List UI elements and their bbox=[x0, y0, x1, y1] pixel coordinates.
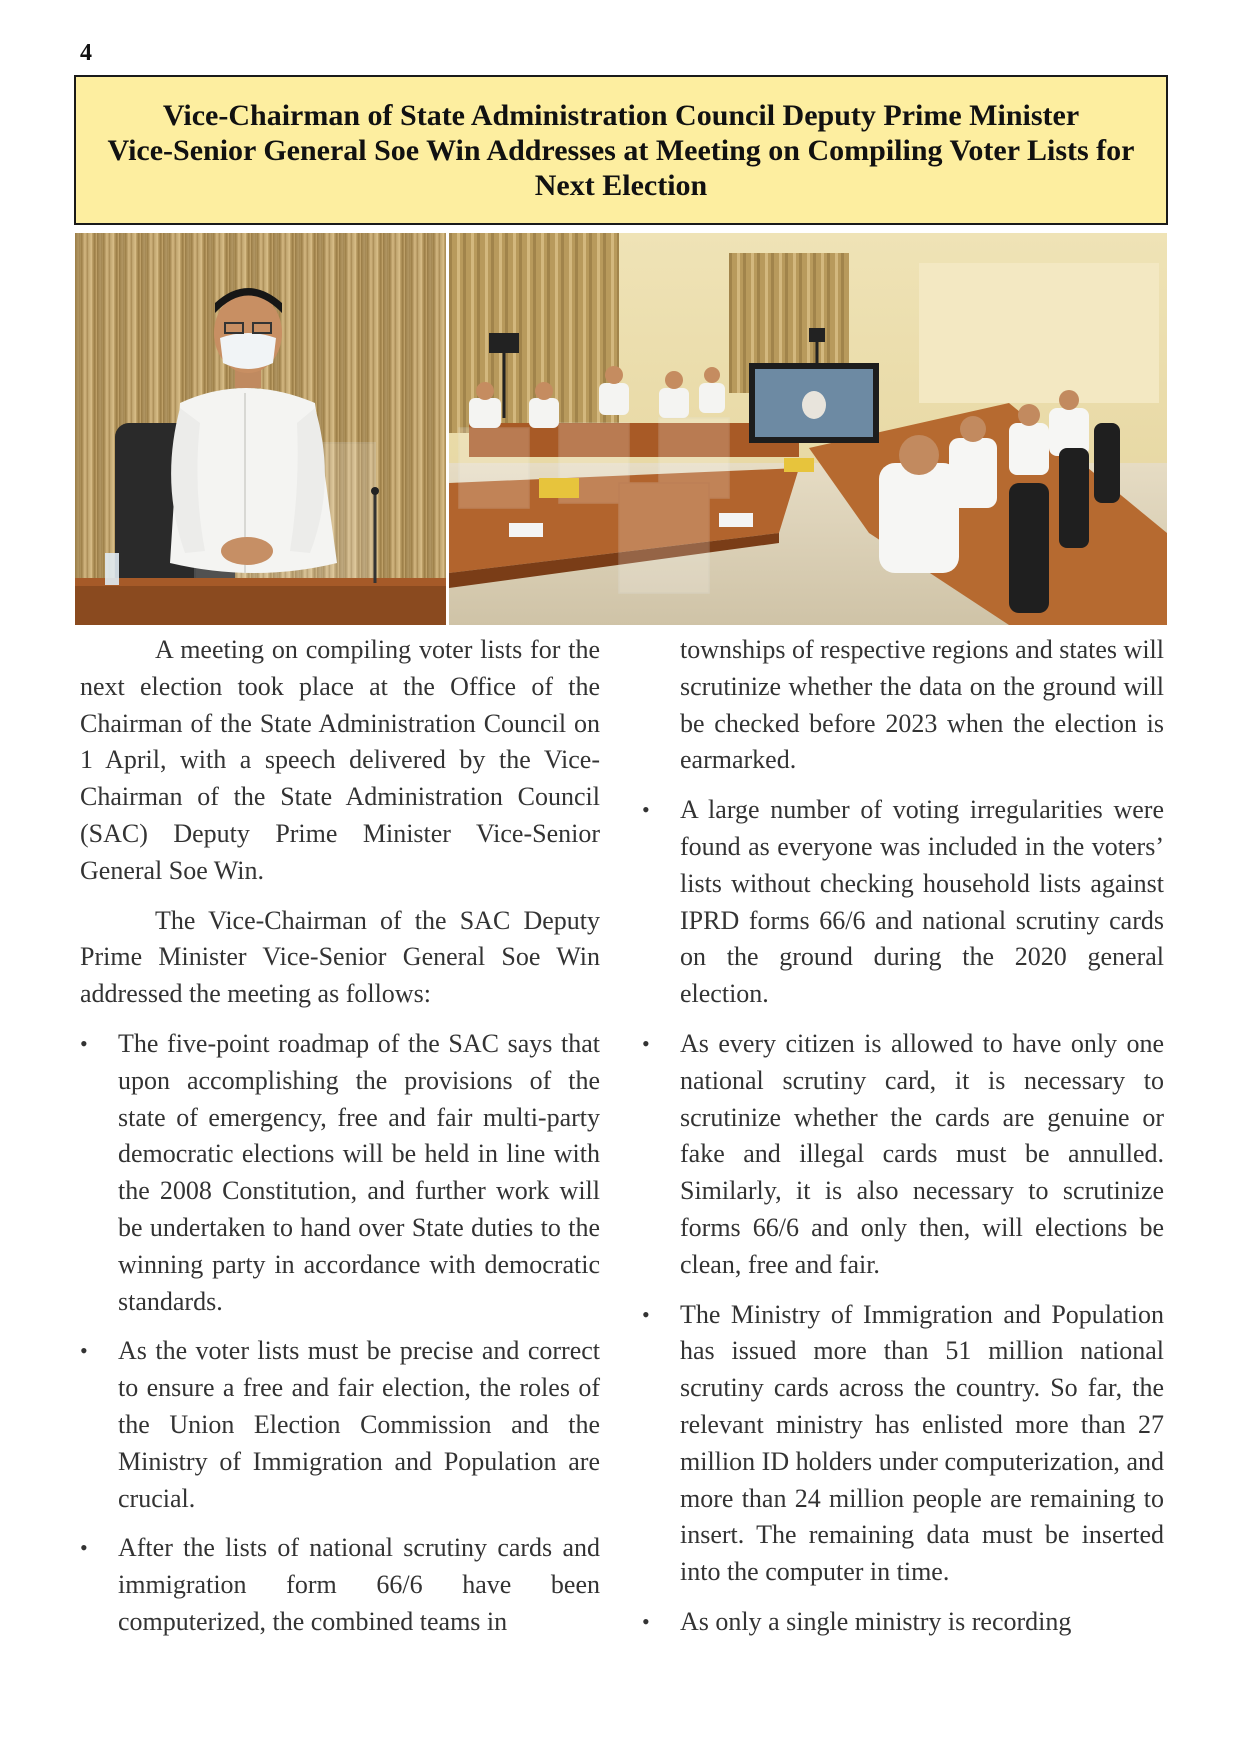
continued-bullet-text: townships of respective regions and states will scrutinize whether the data on the ground will be checked before 2023 when the election is earmarked. bbox=[680, 635, 1164, 775]
left-bullet-list bbox=[80, 1026, 600, 1641]
right-bullet-list bbox=[642, 792, 1164, 1641]
article-right-column bbox=[642, 632, 1164, 1654]
bullet-glyph: • bbox=[642, 1301, 650, 1327]
bullet-glyph: • bbox=[80, 1338, 88, 1364]
list-item bbox=[642, 1604, 1164, 1641]
list-item bbox=[80, 1026, 600, 1320]
article-title-line-2: Vice-Senior General Soe Win Addresses at Meeting on Compiling Voter Lists for bbox=[107, 133, 1135, 167]
bullet-text: As the voter lists must be precise and correct to ensure a free and fair election, the roles of the Union Election Commission and the Ministry of Immigration and Population are crucial. bbox=[118, 1336, 600, 1513]
page-number: 4 bbox=[80, 40, 92, 66]
photo-standing-official bbox=[75, 233, 446, 625]
bullet-text: After the lists of national scrutiny cards and immigration form 66/6 have been computerized, the combined teams in bbox=[118, 1533, 600, 1636]
bullet-glyph: • bbox=[642, 1608, 650, 1634]
bullet-text: As only a single ministry is recording bbox=[680, 1606, 1072, 1636]
address-intro-paragraph: The Vice-Chairman of the SAC Deputy Prime Minister Vice-Senior General Soe Win addressed the meeting as follows: bbox=[80, 905, 600, 1009]
bullet-glyph: • bbox=[80, 1535, 88, 1561]
bullet-glyph: • bbox=[642, 797, 650, 823]
bullet-text: A large number of voting irregularities were found as everyone was included in the voters’ lists without checking household lists against IPRD forms 66/6 and national scrutiny cards on the ground during the 2020 general election. bbox=[680, 795, 1164, 1009]
bullet-glyph: • bbox=[80, 1030, 88, 1056]
photo-meeting-room bbox=[449, 233, 1167, 625]
article-title-line-1: Vice-Chairman of State Administration Council Deputy Prime Minister bbox=[162, 98, 1080, 132]
list-item bbox=[80, 1333, 600, 1517]
photo-strip bbox=[75, 233, 1167, 625]
bullet-glyph: • bbox=[642, 1030, 650, 1056]
meeting-room-image bbox=[449, 233, 1167, 625]
article-title-box bbox=[74, 75, 1168, 225]
standing-official-image bbox=[75, 233, 446, 625]
article-left-column bbox=[80, 632, 600, 1654]
bullet-text: The five-point roadmap of the SAC says that upon accomplishing the provisions of the state of emergency, free and fair multi-party democratic elections will be held in line with the 2008 Constitution, and further work will be undertaken to hand over State duties to the winning party in accordance with democratic standards. bbox=[118, 1028, 600, 1316]
list-item bbox=[642, 1297, 1164, 1591]
list-item bbox=[80, 1530, 600, 1640]
intro-paragraph: A meeting on compiling voter lists for the next election took place at the Office of the Chairman of the State Administration Council on 1 April, with a speech delivered by the Vice-Chairman of the State Administration Council (SAC) Deputy Prime Minister Vice-Senior General Soe Win. bbox=[80, 635, 600, 885]
article-title-line-3: Next Election bbox=[534, 168, 708, 202]
bullet-text: As every citizen is allowed to have only one national scrutiny card, it is necessary to scrutinize whether the cards are genuine or fake and illegal cards must be annulled. Similarly, it is also necessary to scrutinize forms 66/6 and only then, will elections be clean, free and fair. bbox=[680, 1028, 1164, 1279]
list-item bbox=[642, 792, 1164, 1013]
bullet-text: The Ministry of Immigration and Population has issued more than 51 million national scrutiny cards across the country. So far, the relevant ministry has enlisted more than 27 million ID holders under computerization, and more than 24 million people are remaining to insert. The remaining data must be inserted into the computer in time. bbox=[680, 1299, 1164, 1587]
list-item bbox=[642, 1026, 1164, 1284]
